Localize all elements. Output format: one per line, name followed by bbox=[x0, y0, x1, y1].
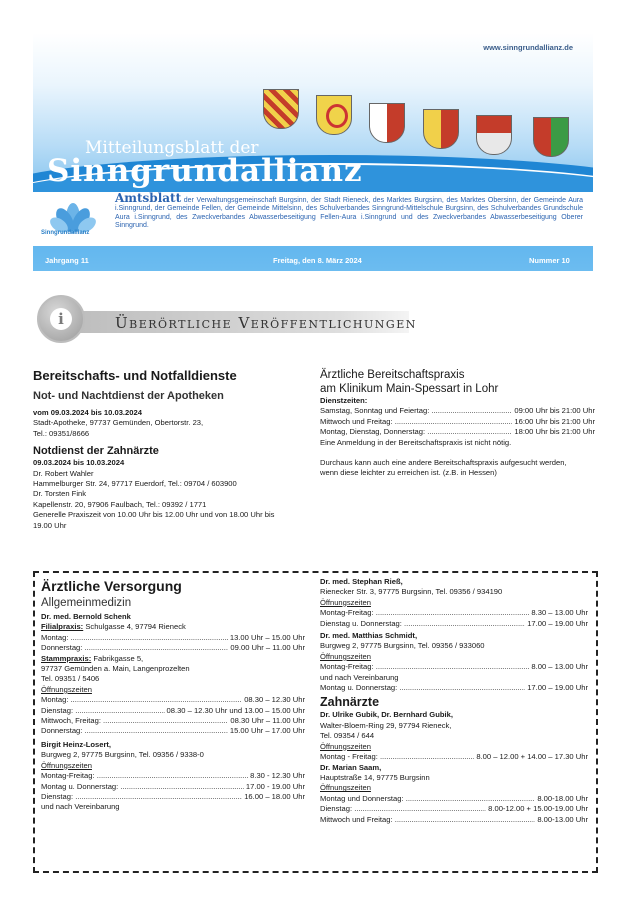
dentist-line: Hammelburger Str. 24, 97717 Euerdorf, Tel.: 09704 / 603900 bbox=[33, 479, 237, 489]
dentist-emergency-title: Notdienst der Zahnärzte bbox=[33, 445, 159, 458]
address-line: Tel. 09351 / 5406 bbox=[41, 674, 100, 684]
hours-row: Montag-Freitag: ..... 8.30 - 12.30 Uhr bbox=[41, 771, 305, 781]
opening-hours-label: Öffnungszeiten bbox=[320, 651, 371, 661]
emergency-title: Bereitschafts- und Notfalldienste bbox=[33, 368, 237, 383]
opening-hours-label: Öffnungszeiten bbox=[320, 741, 371, 751]
hours-row: Montag-Freitag: ..... 8.30 – 13.00 Uhr bbox=[320, 608, 588, 618]
doctor-name: Dr. med. Stephan Rieß, bbox=[320, 577, 403, 586]
hours-row: Montag-Freitag: ..... 8.00 – 13.00 Uhr bbox=[320, 662, 588, 672]
doctor-name: Dr. med. Matthias Schmidt, bbox=[320, 631, 418, 641]
amtsblatt-description bbox=[115, 191, 583, 231]
hours-row: Montag: ..... 08.30 – 12.30 Uhr bbox=[41, 695, 305, 705]
hours-row: Mittwoch und Freitag: ..... 16:00 Uhr bis 21:00 Uhr bbox=[320, 417, 595, 427]
hours-row: Donnerstag: ..... 15.00 Uhr – 17.00 Uhr bbox=[41, 726, 305, 736]
hours-row: Dienstag: ..... 8.00-12.00 + 15.00-19.00 Uhr bbox=[320, 804, 588, 814]
crest-icon bbox=[423, 109, 459, 149]
hours-row: Samstag, Sonntag und Feiertag: ..... 09:00 Uhr bis 21:00 Uhr bbox=[320, 406, 595, 416]
medical-care-box bbox=[33, 571, 598, 873]
practice-note: wenn diese leichter zu erreichen ist. (z.B. in Hessen) bbox=[320, 468, 497, 478]
opening-hours-label: Öffnungszeiten bbox=[320, 783, 371, 793]
appointment-note: und nach Vereinbarung bbox=[41, 802, 120, 812]
crest-icon bbox=[263, 89, 299, 129]
hours-row: Dienstag: ..... 08.30 – 12.30 Uhr und 13.00 – 15.00 Uhr bbox=[41, 706, 305, 716]
crest-icon bbox=[533, 117, 569, 157]
hours-row: Dienstag u. Donnerstag: ..... 17.00 – 19.00 Uhr bbox=[320, 619, 588, 629]
pharmacy-line: Stadt-Apotheke, 97737 Gemünden, Obertorstr. 23, bbox=[33, 418, 204, 428]
hours-row: Dienstag: ..... 16.00 – 18.00 Uhr bbox=[41, 792, 305, 802]
dentists-title: Zahnärzte bbox=[320, 695, 380, 710]
doctor-name: Dr. med. Bernold Schenk bbox=[41, 612, 131, 621]
main-practice: Stammpraxis: Fabrikgasse 5, bbox=[41, 653, 144, 663]
address-line: Hauptstraße 14, 97775 Burgsinn bbox=[320, 772, 430, 782]
pharmacy-title: Not- und Nachtdienst der Apotheken bbox=[33, 390, 224, 402]
crest-icon bbox=[316, 95, 352, 135]
crest-icon bbox=[369, 103, 405, 143]
crest-icon bbox=[476, 115, 512, 155]
opening-hours-label: Öffnungszeiten bbox=[41, 684, 92, 694]
branch-practice: Filialpraxis: Schulgasse 4, 97794 Rieneck bbox=[41, 622, 186, 632]
hours-row: Montag: ..... 13.00 Uhr – 15.00 Uhr bbox=[41, 633, 305, 643]
hours-row: Montag u. Donnerstag: ..... 17.00 – 19.00 Uhr bbox=[320, 683, 588, 693]
logo-text: Sinngrundallianz bbox=[41, 230, 90, 236]
hours-row: Montag und Donnerstag: ..... 8.00-18.00 Uhr bbox=[320, 794, 588, 804]
address-line: Burgweg 2, 97775 Burgsinn, Tel. 09356 / 9338-0 bbox=[41, 750, 204, 760]
dentist-name: Dr. Marian Saam, bbox=[320, 762, 382, 772]
on-call-practice bbox=[320, 368, 595, 479]
amtsblatt-text: der Verwaltungsgemeinschaft Burgsinn, der Stadt Rieneck, des Marktes Burgsinn, des Marktes Obersinn, der Gemeinde Aura i.Sinngrund, der Gemeinde Fellen, der Gemeinde Mittelsinn, des Schulverbandes Sinngrund-Mittelschule Burgsinn, des Schulverbandes Grundschule Aura i.Sinngrund, des Zweckverbandes Abwasserbeseitigung Fellen-Aura i.Sinngrund und des Zweckverbandes Abwasserbeseitigung Oberer Sinngrund. bbox=[115, 197, 583, 230]
hours-row: Montag - Freitag: ..... 8.00 – 12.00 + 14.00 – 17.30 Uhr bbox=[320, 752, 588, 762]
dentist-line: Dr. Robert Wahler bbox=[33, 468, 94, 478]
pharmacy-date: vom 09.03.2024 bis 10.03.2024 bbox=[33, 408, 142, 417]
section-title: Überörtliche Veröffentlichungen bbox=[115, 314, 417, 332]
address-line: Rienecker Str. 3, 97775 Burgsinn, Tel. 09356 / 934190 bbox=[320, 587, 503, 597]
emergency-services bbox=[33, 368, 315, 531]
address-line: Burgweg 2, 97775 Burgsinn, Tel. 09356 / 933060 bbox=[320, 641, 485, 651]
practice-note: Eine Anmeldung in der Bereitschaftspraxis ist nicht nötig. bbox=[320, 437, 512, 447]
opening-hours-label: Öffnungszeiten bbox=[320, 597, 371, 607]
dentist-name: Dr. Ulrike Gubik, Dr. Bernhard Gubik, bbox=[320, 710, 453, 720]
issue-volume: Jahrgang 11 bbox=[45, 256, 89, 265]
dentist-emergency-date: 09.03.2024 bis 10.03.2024 bbox=[33, 458, 125, 468]
issue-date: Freitag, den 8. März 2024 bbox=[273, 256, 362, 265]
general-medicine-title: Allgemeinmedizin bbox=[41, 597, 132, 609]
issue-bar bbox=[33, 252, 593, 272]
box-right-column bbox=[320, 577, 588, 825]
hours-row: Donnerstag: ..... 09.00 Uhr – 11.00 Uhr bbox=[41, 643, 305, 653]
pharmacy-line: Tel.: 09351/8666 bbox=[33, 428, 90, 438]
box-left-column bbox=[41, 577, 305, 813]
opening-hours-label: Öffnungszeiten bbox=[41, 760, 92, 770]
website-url[interactable]: www.sinngrundallianz.de bbox=[483, 43, 573, 52]
service-hours-label: Dienstzeiten: bbox=[320, 396, 368, 405]
practice-subtitle: am Klinikum Main-Spessart in Lohr bbox=[320, 383, 499, 395]
dentist-line: 19.00 Uhr bbox=[33, 520, 67, 530]
medical-care-title: Ärztliche Versorgung bbox=[41, 578, 182, 594]
hours-row: Mittwoch, Freitag: ..... 08.30 Uhr – 11.00 Uhr bbox=[41, 716, 305, 726]
address-line: Walter-Bloem-Ring 29, 97794 Rieneck, bbox=[320, 720, 452, 730]
hours-row: Montag u. Donnerstag: ..... 17.00 - 19.00 Uhr bbox=[41, 782, 305, 792]
publisher-info bbox=[33, 192, 593, 246]
dentist-line: Generelle Praxiszeit von 10.00 Uhr bis 12.00 Uhr und von 18.00 Uhr bis bbox=[33, 510, 275, 520]
hours-row: Montag, Dienstag, Donnerstag: ..... 18:00 Uhr bis 21:00 Uhr bbox=[320, 427, 595, 437]
phone-line: Tel. 09354 / 644 bbox=[320, 731, 375, 741]
masthead-title: Sinngrundallianz bbox=[47, 153, 363, 189]
dentist-line: Kapellenstr. 20, 97906 Faulbach, Tel.: 09392 / 1771 bbox=[33, 499, 207, 509]
info-icon: i bbox=[50, 308, 72, 330]
section-header bbox=[33, 293, 600, 343]
dentist-line: Dr. Torsten Fink bbox=[33, 489, 87, 499]
issue-number: Nummer 10 bbox=[529, 256, 570, 265]
address-line: 97737 Gemünden a. Main, Langenprozelten bbox=[41, 664, 190, 674]
appointment-note: und nach Vereinbarung bbox=[320, 672, 399, 682]
info-circle bbox=[37, 295, 85, 343]
hours-row: Mittwoch und Freitag: ..... 8.00-13.00 Uhr bbox=[320, 815, 588, 825]
practice-note: Durchaus kann auch eine andere Bereitschaftspraxis aufgesucht werden, bbox=[320, 458, 567, 468]
doctor-name: Birgit Heinz-Losert, bbox=[41, 739, 112, 749]
masthead-subtitle: Mitteilungsblatt der bbox=[85, 138, 259, 158]
amtsblatt-label: Amtsblatt bbox=[115, 191, 182, 205]
practice-title: Ärztliche Bereitschaftspraxis bbox=[320, 369, 465, 381]
